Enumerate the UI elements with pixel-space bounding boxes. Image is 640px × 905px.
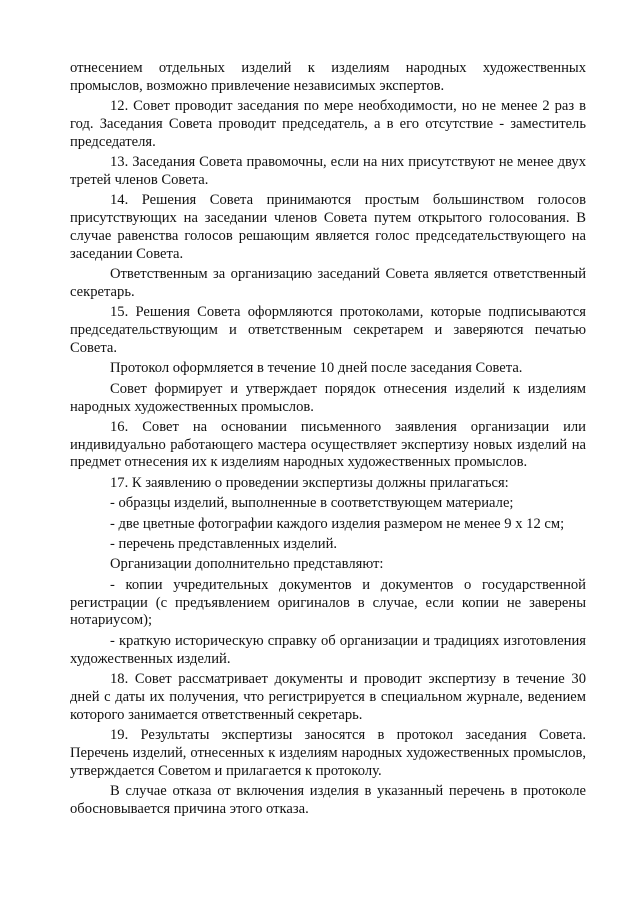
paragraph-19: 19. Результаты экспертизы заносятся в протокол заседания Совета. Перечень изделий, отнесенных к изделиям народных художественных промыслов, утверждается Советом и прилагается к протоколу. bbox=[70, 726, 586, 779]
paragraph-13: 13. Заседания Совета правомочны, если на них присутствуют не менее двух третей членов Совета. bbox=[70, 154, 586, 188]
paragraph-16: 16. Совет на основании письменного заявления организации или индивидуально работающего мастера осуществляет экспертизу новых изделий на предмет отнесения их к изделиям народных художественных промыслов. bbox=[70, 418, 586, 471]
paragraph-17: 17. К заявлению о проведении экспертизы должны прилагаться: bbox=[110, 474, 509, 491]
paragraph-14-secretary: Ответственным за организацию заседаний Совета является ответственный секретарь. bbox=[70, 266, 586, 300]
list-item-registration-copies: - копии учредительных документов и документов о государственной регистрации (с предъявлением оригиналов в случае, если копии не заверены нотариусом); bbox=[70, 576, 586, 629]
paragraph-19-refusal: В случае отказа от включения изделия в указанный перечень в протоколе обосновывается причина этого отказа. bbox=[70, 782, 586, 817]
document-page bbox=[70, 60, 586, 821]
paragraph-15: 15. Решения Совета оформляются протоколами, которые подписываются председательствующим и ответственным секретарем и заверяются печатью Совета. bbox=[70, 304, 586, 356]
paragraph-organizations-additional: Организации дополнительно представляют: bbox=[110, 556, 384, 573]
list-item-product-list: - перечень представленных изделий. bbox=[110, 536, 338, 553]
paragraph-18: 18. Совет рассматривает документы и проводит экспертизу в течение 30 дней с даты их получения, что регистрируется в специальном журнале, ведением которого занимается ответственный секретарь. bbox=[70, 671, 586, 723]
list-item-photos: - две цветные фотографии каждого изделия размером не менее 9 х 12 см; bbox=[110, 515, 565, 532]
paragraph-15-order: Совет формирует и утверждает порядок отнесения изделий к изделиям народных художественных промыслов. bbox=[70, 380, 586, 415]
paragraph-12: 12. Совет проводит заседания по мере необходимости, но не менее 2 раз в год. Заседания Совета проводит председатель, а в его отсутствие - заместитель председателя. bbox=[70, 98, 586, 150]
paragraph-continuation: отнесением отдельных изделий к изделиям народных художественных промыслов, возможно привлечение независимых экспертов. bbox=[70, 60, 586, 94]
list-item-history-note: - краткую историческую справку об организации и традициях изготовления художественных изделий. bbox=[70, 632, 586, 667]
paragraph-14: 14. Решения Совета принимаются простым большинством голосов присутствующих на заседании членов Совета путем открытого голосования. В случае равенства голосов решающим является голос председательствующего на заседании Совета. bbox=[70, 192, 586, 262]
paragraph-15-protocol-term: Протокол оформляется в течение 10 дней после заседания Совета. bbox=[110, 360, 523, 377]
list-item-samples: - образцы изделий, выполненные в соответствующем материале; bbox=[110, 495, 514, 512]
